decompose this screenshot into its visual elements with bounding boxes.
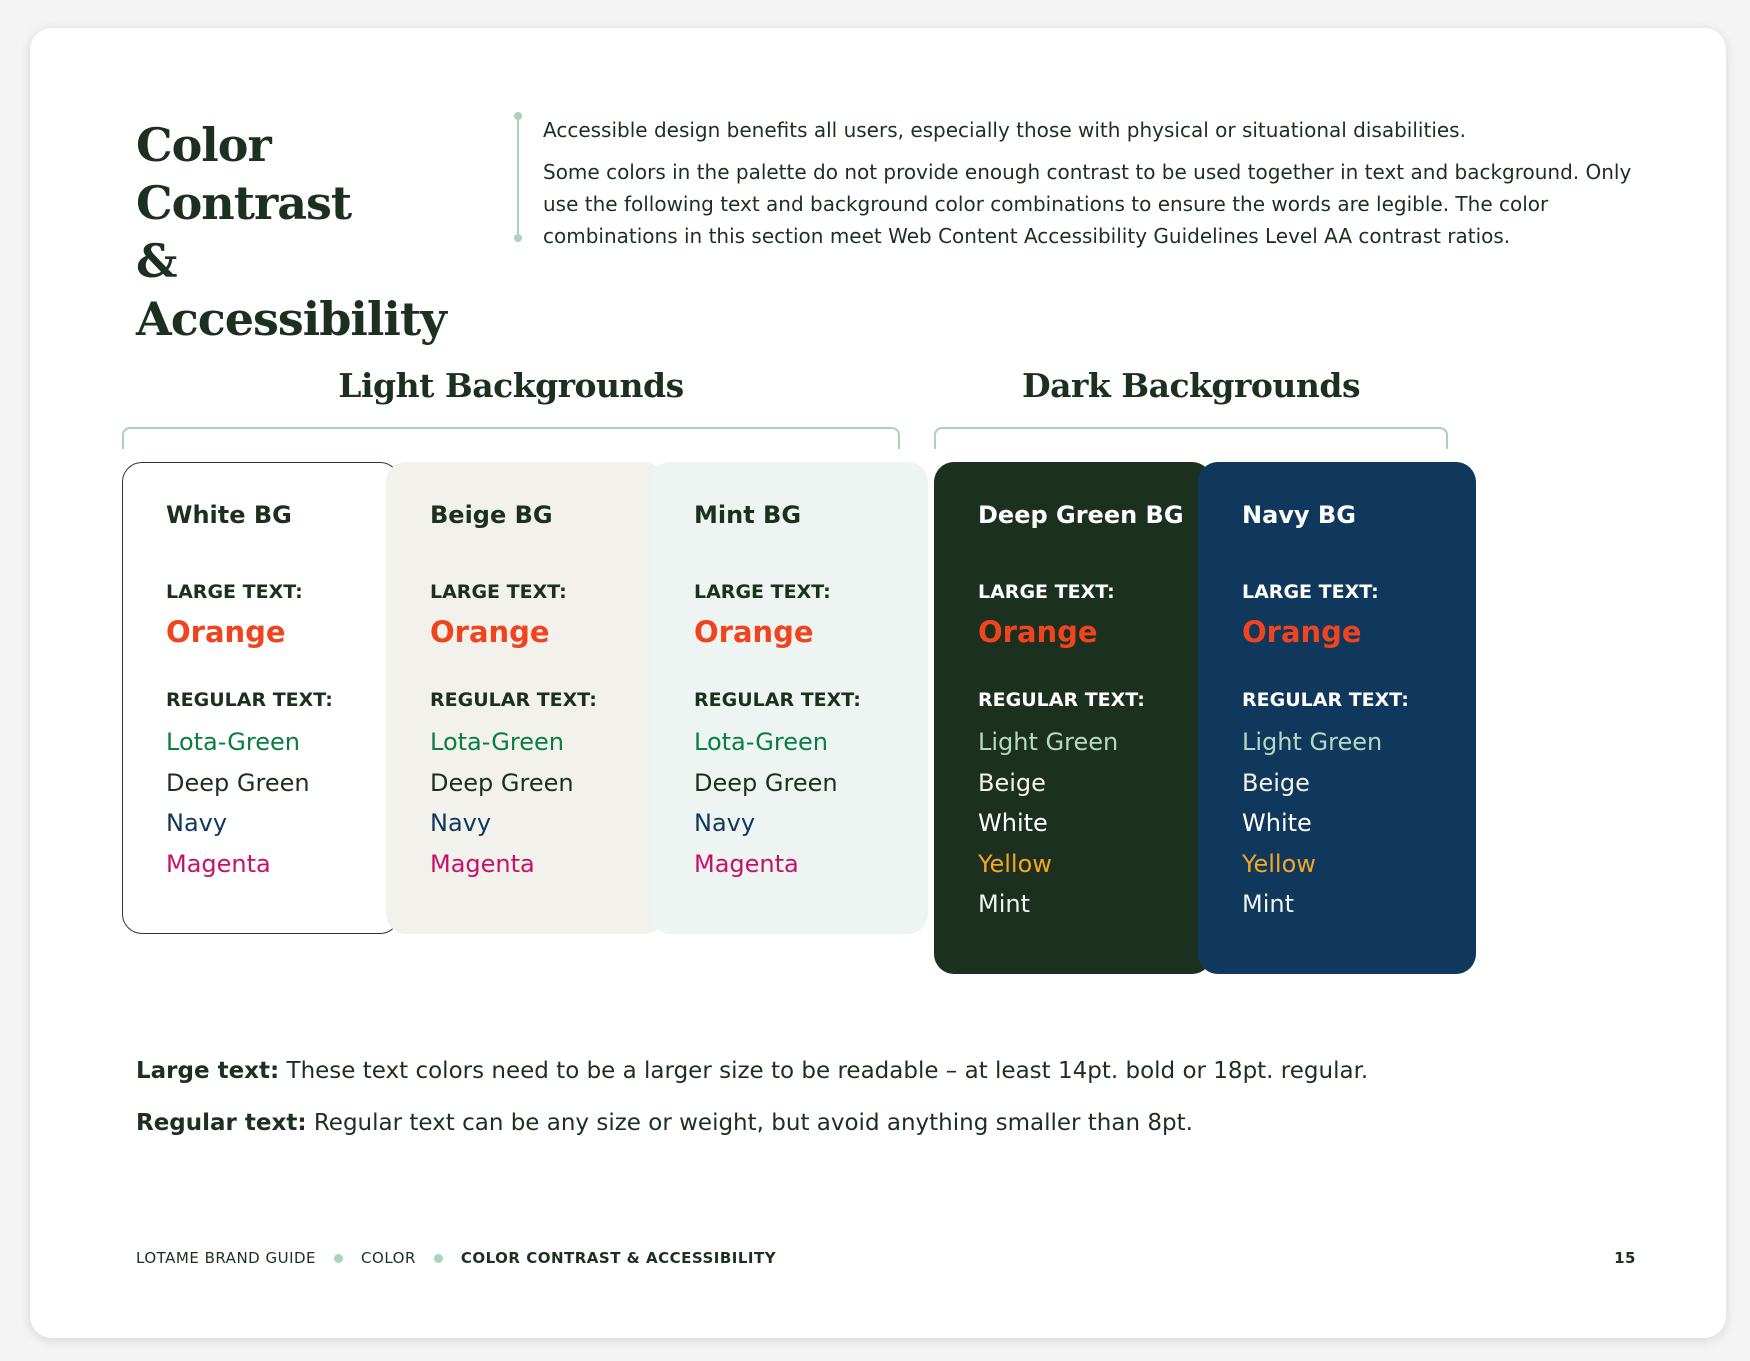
intro-paragraph-1: Accessible design benefits all users, especially those with physical or situational disabilities. <box>543 118 1466 142</box>
large-text-color: Orange <box>166 615 286 649</box>
list-item: Lota-Green <box>694 728 828 756</box>
regular-text-list <box>430 722 664 884</box>
large-text-label: LARGE TEXT: <box>166 581 303 603</box>
list-item: Navy <box>166 809 228 837</box>
regular-text-label: REGULAR TEXT: <box>978 689 1145 711</box>
dark-backgrounds-bracket <box>934 427 1448 449</box>
light-backgrounds-bracket <box>122 427 900 449</box>
list-item: Yellow <box>1242 849 1316 878</box>
regular-text-list <box>694 722 928 884</box>
card-title: Navy BG <box>1242 501 1356 529</box>
list-item: Deep Green <box>430 768 574 797</box>
breadcrumb-brand-guide[interactable]: LOTAME BRAND GUIDE <box>136 1249 317 1267</box>
card-navy-bg <box>1198 462 1476 974</box>
note-body: Regular text can be any size or weight, but avoid anything smaller than 8pt. <box>306 1110 1193 1136</box>
list-item: Yellow <box>978 849 1052 878</box>
regular-text-label: REGULAR TEXT: <box>1242 689 1409 711</box>
regular-text-list <box>166 722 399 884</box>
list-item: Lota-Green <box>430 728 564 756</box>
list-item: Light Green <box>1242 728 1383 756</box>
large-text-color: Orange <box>978 615 1098 649</box>
list-item: Mint <box>978 890 1030 918</box>
list-item: Deep Green <box>166 768 310 797</box>
card-white-bg <box>122 462 400 934</box>
breadcrumb <box>136 1246 1636 1270</box>
intro-text <box>543 114 1663 252</box>
card-mint-bg <box>650 462 928 934</box>
card-deep-green-bg <box>934 462 1212 974</box>
list-item: Magenta <box>694 849 799 878</box>
large-text-label: LARGE TEXT: <box>430 581 567 603</box>
list-item: White <box>978 809 1048 837</box>
card-title: Beige BG <box>430 501 553 529</box>
regular-text-list <box>978 722 1212 925</box>
list-item: Mint <box>1242 890 1294 918</box>
large-text-color: Orange <box>430 615 550 649</box>
page-number: 15 <box>1614 1249 1636 1267</box>
list-item: Navy <box>694 809 756 837</box>
list-item: Light Green <box>978 728 1119 756</box>
list-item: Navy <box>430 809 492 837</box>
title-line-2: & Accessibility <box>136 234 446 346</box>
note-body: These text colors need to be a larger size to be readable – at least 14pt. bold or 18pt. regular. <box>279 1058 1369 1084</box>
breadcrumb-current: COLOR CONTRAST & ACCESSIBILITY <box>460 1249 777 1267</box>
intro-paragraph-2: Some colors in the palette do not provide enough contrast to be used together in text and background. Only use the following text and background color combinations to ensure the words are legible. The color combinations in this section meet Web Content Accessibility Guidelines Level AA contrast ratios. <box>543 160 1632 248</box>
light-backgrounds-heading: Light Backgrounds <box>338 366 684 405</box>
list-item: Magenta <box>166 849 271 878</box>
list-item: Lota-Green <box>166 728 300 756</box>
list-item: Beige <box>1242 768 1310 797</box>
list-item: Magenta <box>430 849 535 878</box>
title-line-1: Color Contrast <box>136 118 352 230</box>
list-item: Beige <box>978 768 1046 797</box>
large-text-color: Orange <box>1242 615 1362 649</box>
brand-guide-page <box>30 28 1726 1338</box>
regular-text-list <box>1242 722 1476 925</box>
regular-text-label: REGULAR TEXT: <box>430 689 597 711</box>
list-item: White <box>1242 809 1312 837</box>
regular-text-note <box>136 1106 1636 1140</box>
page-title <box>136 116 466 348</box>
note-label: Regular text: <box>136 1110 307 1136</box>
list-item: Deep Green <box>694 768 838 797</box>
regular-text-label: REGULAR TEXT: <box>166 689 333 711</box>
dark-backgrounds-heading: Dark Backgrounds <box>1021 366 1361 405</box>
card-title: White BG <box>166 501 292 529</box>
usage-notes <box>136 1054 1636 1140</box>
bullet-separator-icon <box>334 1254 343 1263</box>
note-label: Large text: <box>136 1058 280 1084</box>
bullet-separator-icon <box>434 1254 443 1263</box>
regular-text-label: REGULAR TEXT: <box>694 689 861 711</box>
card-title: Mint BG <box>694 501 802 529</box>
large-text-label: LARGE TEXT: <box>1242 581 1379 603</box>
intro-divider <box>516 112 520 242</box>
large-text-label: LARGE TEXT: <box>694 581 831 603</box>
large-text-color: Orange <box>694 615 814 649</box>
card-beige-bg <box>386 462 664 934</box>
card-title: Deep Green BG <box>978 501 1184 529</box>
large-text-label: LARGE TEXT: <box>978 581 1115 603</box>
large-text-note <box>136 1054 1636 1088</box>
breadcrumb-color[interactable]: COLOR <box>361 1249 416 1267</box>
